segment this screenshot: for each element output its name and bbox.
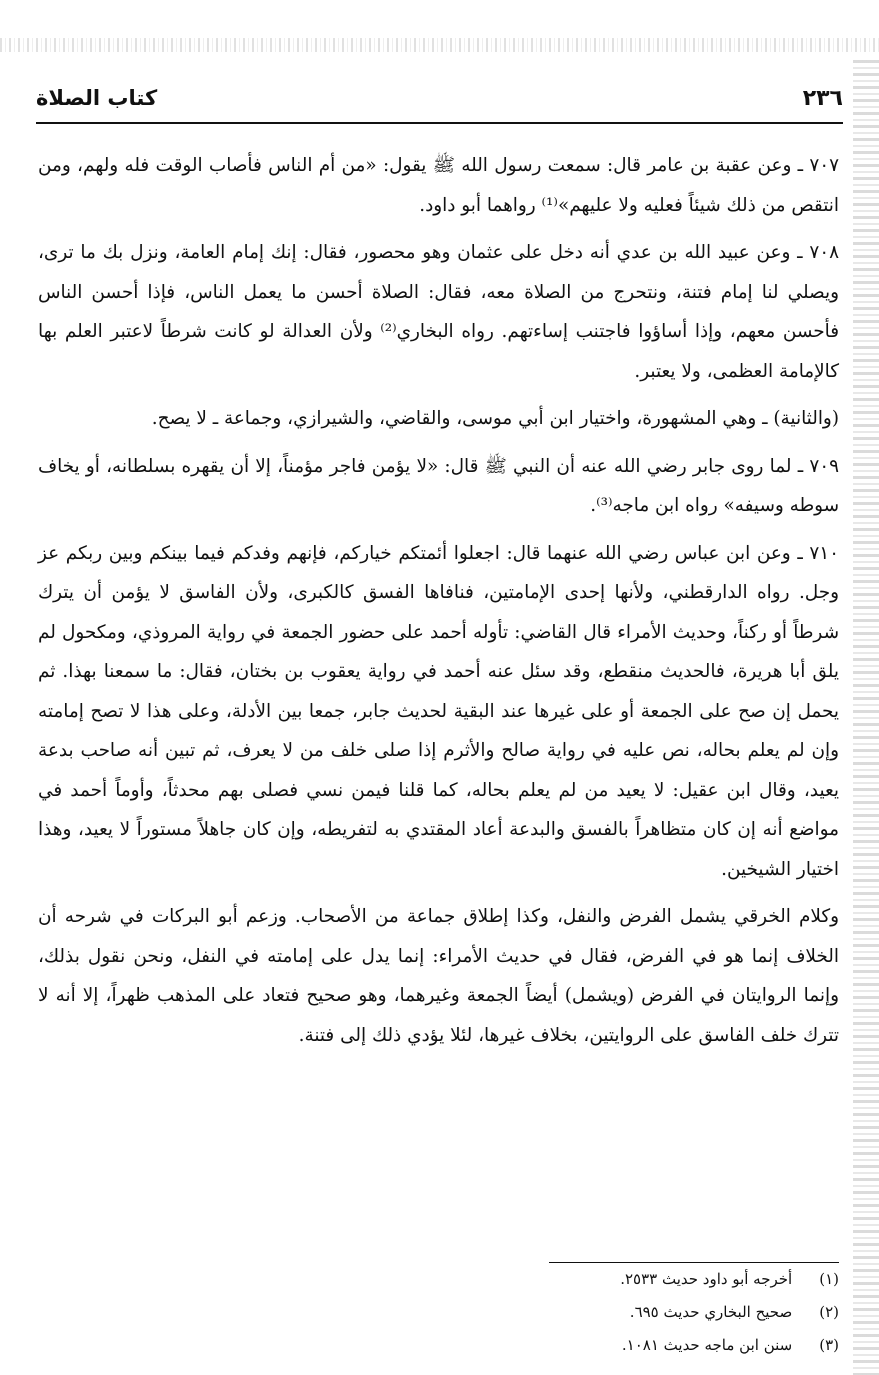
main-text <box>38 146 839 1055</box>
paragraph-709: ٧٠٩ ـ لما روى جابر رضي الله عنه أن النبي ﷺ قال: «لا يؤمن فاجر مؤمناً، إلا أن يقهره بسلطانه، أو يخاف سوطه وسيفه» رواه ابن ماجه⁽³⁾. <box>38 455 839 516</box>
paragraph-710: ٧١٠ ـ وعن ابن عباس رضي الله عنهما قال: اجعلوا أئمتكم خياركم، فإنهم وفدكم فيما بينكم وبين ربكم عز وجل. رواه الدارقطني، ولأنها إحدى الإمامتين، فنافاها الفسق كالكبرى، ولأن الفاسق لا يؤمن أن يترك شرطاً أو ركناً، وحديث الأمراء قال القاضي: تأوله أحمد على حضور الجمعة في رواية المروذي، ومكحول لم يلق أبا هريرة، فالحديث منقطع، وقد سئل عنه أحمد في رواية يعقوب بن بختان، فقال: ما سمعنا بهذا. ثم يحمل إن صح على الجمعة أو على غيرها عند البقية لحديث جابر، جمعا بين الأدلة، وعلى هذا لا تصح إمامته وإن لم يعلم بحاله، نص عليه في رواية صالح والأثرم إذا صلى خلف من لا يعرف، ثم تبين أنه صاحب بدعة يعيد، وقال ابن عقيل: لا يعيد من لم يعلم بحاله، كما قلنا فيمن نسي فصلى بهم محدثاً، وأوماً أحمد في مواضع أنه إن كان متظاهراً بالفسق والبدعة أعاد المقتدي به لتفريطه، وإن كان جاهلاً مستوراً لا يعيد، وهذا اختيار الشيخين. <box>38 542 839 880</box>
footnote-2 <box>38 1296 839 1329</box>
paragraph-708: ٧٠٨ ـ وعن عبيد الله بن عدي أنه دخل على عثمان وهو محصور، فقال: إنك إمام العامة، ونزل بك ما ترى، ويصلي لنا إمام فتنة، ونتحرج من الصلاة معه، فقال: الصلاة أحسن ما يعمل الناس، فإذا أحسن الناس فأحسن معهم، وإذا أساؤوا فاجتنب إساءتهم. رواه البخاري⁽²⁾ ولأن العدالة لو كانت شرطاً لاعتبر العلم بها كالإمامة العظمى، ولا يعتبر. <box>38 242 840 382</box>
footnote-3-text: سنن ابن ماجه حديث ١٠٨١. <box>621 1336 793 1354</box>
footnote-3-number: (٣) <box>819 1336 839 1354</box>
scan-edge-top <box>0 38 879 52</box>
paragraph-kharqi: وكلام الخرقي يشمل الفرض والنفل، وكذا إطلاق جماعة من الأصحاب. وزعم أبو البركات في شرحه أن الخلاف إنما هو في الفرض، فقال في حديث الأمراء: إنما يدل على إمامته في النفل، ونحن نقول بذلك، وإنما الروايتان في الفرض (ويشمل) أيضاً الجمعة وغيرهما، وهو صحيح فتعاد على المذهب ظهراً، إلا أنه لا تترك خلف الفاسق على الروايتين، بخلاف غيرها، لئلا يؤدي ذلك إلى فتنة. <box>38 906 839 1046</box>
scan-edge-right <box>853 60 879 1375</box>
footnotes <box>38 1262 839 1362</box>
footnote-2-text: صحيح البخاري حديث ٦٩٥. <box>629 1303 793 1321</box>
paragraph-second-narration: (والثانية) ـ وهي المشهورة، واختيار ابن أبي موسى، والقاضي، والشيرازي، وجماعة ـ لا يصح. <box>151 408 839 429</box>
footnote-3 <box>38 1329 839 1362</box>
page-number: ٢٣٦ <box>802 86 843 111</box>
footnote-2-number: (٢) <box>819 1303 839 1321</box>
footnote-1-text: أخرجه أبو داود حديث ٢٥٣٣. <box>620 1270 793 1288</box>
paragraph-707: ٧٠٧ ـ وعن عقبة بن عامر قال: سمعت رسول الله ﷺ يقول: «من أم الناس فأصاب الوقت فله ولهم، ومن انتقص من ذلك شيئاً فعليه ولا عليهم»⁽¹⁾ رواهما أبو داود. <box>38 155 839 216</box>
page-header <box>36 82 843 124</box>
footnote-1-number: (١) <box>819 1270 839 1288</box>
book-title: كتاب الصلاة <box>36 86 158 110</box>
footnote-1 <box>38 1263 839 1296</box>
